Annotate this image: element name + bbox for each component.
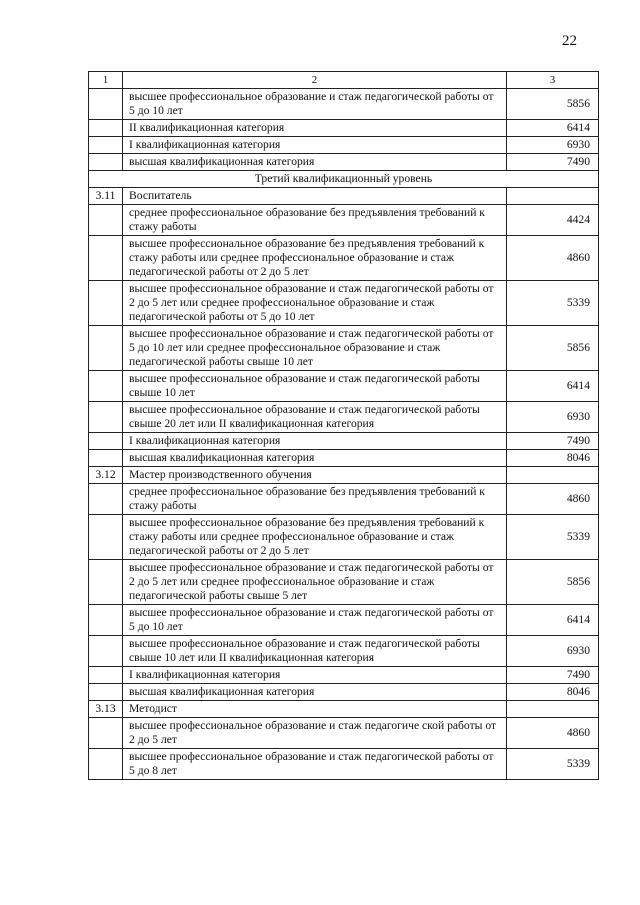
- row-number: 3.12: [89, 467, 123, 484]
- row-salary-value: 6414: [507, 605, 599, 636]
- table-row: [89, 120, 599, 137]
- table-row: [89, 484, 599, 515]
- section-heading: Третий квалификационный уровень: [89, 171, 599, 188]
- row-salary-value: 7490: [507, 154, 599, 171]
- row-number: [89, 636, 123, 667]
- table-row: [89, 450, 599, 467]
- row-number: [89, 684, 123, 701]
- row-salary-value: 6930: [507, 402, 599, 433]
- row-salary-value: 4860: [507, 236, 599, 281]
- row-salary-value: 5856: [507, 326, 599, 371]
- table-row: [89, 371, 599, 402]
- row-description: высшее профессиональное образование без предъявления требований к стажу работы или среднее профессиональное образование и стаж педагогической работы от 2 до 5 лет: [123, 515, 507, 560]
- row-salary-value: 8046: [507, 684, 599, 701]
- row-salary-value: [507, 701, 599, 718]
- table-row: [89, 667, 599, 684]
- row-salary-value: 6414: [507, 120, 599, 137]
- row-number: [89, 749, 123, 780]
- table-row: [89, 171, 599, 188]
- row-salary-value: 5856: [507, 89, 599, 120]
- row-description: Мастер производственного обучения: [123, 467, 507, 484]
- row-description: высшее профессиональное образование и стаж педагогической работы от 5 до 10 лет: [123, 605, 507, 636]
- table-row: [89, 684, 599, 701]
- row-salary-value: [507, 467, 599, 484]
- row-number: [89, 718, 123, 749]
- table-row: [89, 605, 599, 636]
- row-description: высшее профессиональное образование и стаж педагогической работы свыше 20 лет или II квалификационная категория: [123, 402, 507, 433]
- row-number: [89, 450, 123, 467]
- page-number: 22: [562, 33, 577, 49]
- row-description: высшее профессиональное образование и стаж педагогической работы от 5 до 10 лет: [123, 89, 507, 120]
- row-number: [89, 515, 123, 560]
- row-salary-value: 4860: [507, 718, 599, 749]
- table-row: [89, 560, 599, 605]
- table-row: [89, 636, 599, 667]
- row-number: [89, 120, 123, 137]
- row-salary-value: 5339: [507, 515, 599, 560]
- row-description: II квалификационная категория: [123, 120, 507, 137]
- row-number: 3.11: [89, 188, 123, 205]
- row-number: [89, 154, 123, 171]
- header-col-2: 2: [123, 72, 507, 89]
- row-salary-value: 6414: [507, 371, 599, 402]
- row-number: [89, 281, 123, 326]
- table-row: [89, 749, 599, 780]
- row-description: среднее профессиональное образование без предъявления требований к стажу работы: [123, 484, 507, 515]
- row-number: [89, 560, 123, 605]
- table-row: [89, 188, 599, 205]
- row-description: I квалификационная категория: [123, 137, 507, 154]
- row-description: высшая квалификационная категория: [123, 684, 507, 701]
- row-number: [89, 137, 123, 154]
- row-salary-value: 6930: [507, 636, 599, 667]
- row-description: высшее профессиональное образование и стаж педагогической работы свыше 10 лет: [123, 371, 507, 402]
- row-description: Методист: [123, 701, 507, 718]
- table-row: [89, 433, 599, 450]
- row-description: высшая квалификационная категория: [123, 450, 507, 467]
- table-row: [89, 718, 599, 749]
- row-salary-value: 4424: [507, 205, 599, 236]
- row-salary-value: [507, 188, 599, 205]
- row-description: среднее профессиональное образование без предъявления требований к стажу работы: [123, 205, 507, 236]
- row-description: I квалификационная категория: [123, 667, 507, 684]
- row-number: 3.13: [89, 701, 123, 718]
- row-description: высшее профессиональное образование и стаж педагогической работы свыше 10 лет или II квалификационная категория: [123, 636, 507, 667]
- table-header-row: [89, 72, 599, 89]
- row-salary-value: 7490: [507, 433, 599, 450]
- row-number: [89, 667, 123, 684]
- table-row: [89, 236, 599, 281]
- row-description: высшее профессиональное образование и стаж педагогической работы от 5 до 8 лет: [123, 749, 507, 780]
- row-description: высшее профессиональное образование и стаж педагогической работы от 2 до 5 лет или среднее профессиональное образование и стаж педагогической работы свыше 5 лет: [123, 560, 507, 605]
- row-number: [89, 433, 123, 450]
- row-number: [89, 484, 123, 515]
- table-row: [89, 701, 599, 718]
- row-number: [89, 89, 123, 120]
- row-salary-value: 7490: [507, 667, 599, 684]
- salary-table: [88, 71, 599, 780]
- table-row: [89, 402, 599, 433]
- row-description: I квалификационная категория: [123, 433, 507, 450]
- row-description: высшее профессиональное образование и стаж педагогиче ской работы от 2 до 5 лет: [123, 718, 507, 749]
- row-description: высшее профессиональное образование без предъявления требований к стажу работы или среднее профессиональное образование и стаж педагогической работы от 2 до 5 лет: [123, 236, 507, 281]
- row-number: [89, 371, 123, 402]
- row-salary-value: 5339: [507, 281, 599, 326]
- table-row: [89, 515, 599, 560]
- table-row: [89, 205, 599, 236]
- header-col-3: 3: [507, 72, 599, 89]
- table-row: [89, 89, 599, 120]
- row-number: [89, 205, 123, 236]
- header-col-1: 1: [89, 72, 123, 89]
- row-description: высшая квалификационная категория: [123, 154, 507, 171]
- table-row: [89, 281, 599, 326]
- row-number: [89, 326, 123, 371]
- row-salary-value: 8046: [507, 450, 599, 467]
- row-salary-value: 6930: [507, 137, 599, 154]
- table-row: [89, 326, 599, 371]
- row-description: высшее профессиональное образование и стаж педагогической работы от 2 до 5 лет или среднее профессиональное образование и стаж педагогической работы от 5 до 10 лет: [123, 281, 507, 326]
- row-number: [89, 402, 123, 433]
- table-row: [89, 137, 599, 154]
- table-row: [89, 467, 599, 484]
- row-salary-value: 4860: [507, 484, 599, 515]
- row-number: [89, 605, 123, 636]
- table-row: [89, 154, 599, 171]
- row-description: высшее профессиональное образование и стаж педагогической работы от 5 до 10 лет или среднее профессиональное образование и стаж педагогической работы свыше 10 лет: [123, 326, 507, 371]
- row-number: [89, 236, 123, 281]
- row-salary-value: 5339: [507, 749, 599, 780]
- row-salary-value: 5856: [507, 560, 599, 605]
- row-description: Воспитатель: [123, 188, 507, 205]
